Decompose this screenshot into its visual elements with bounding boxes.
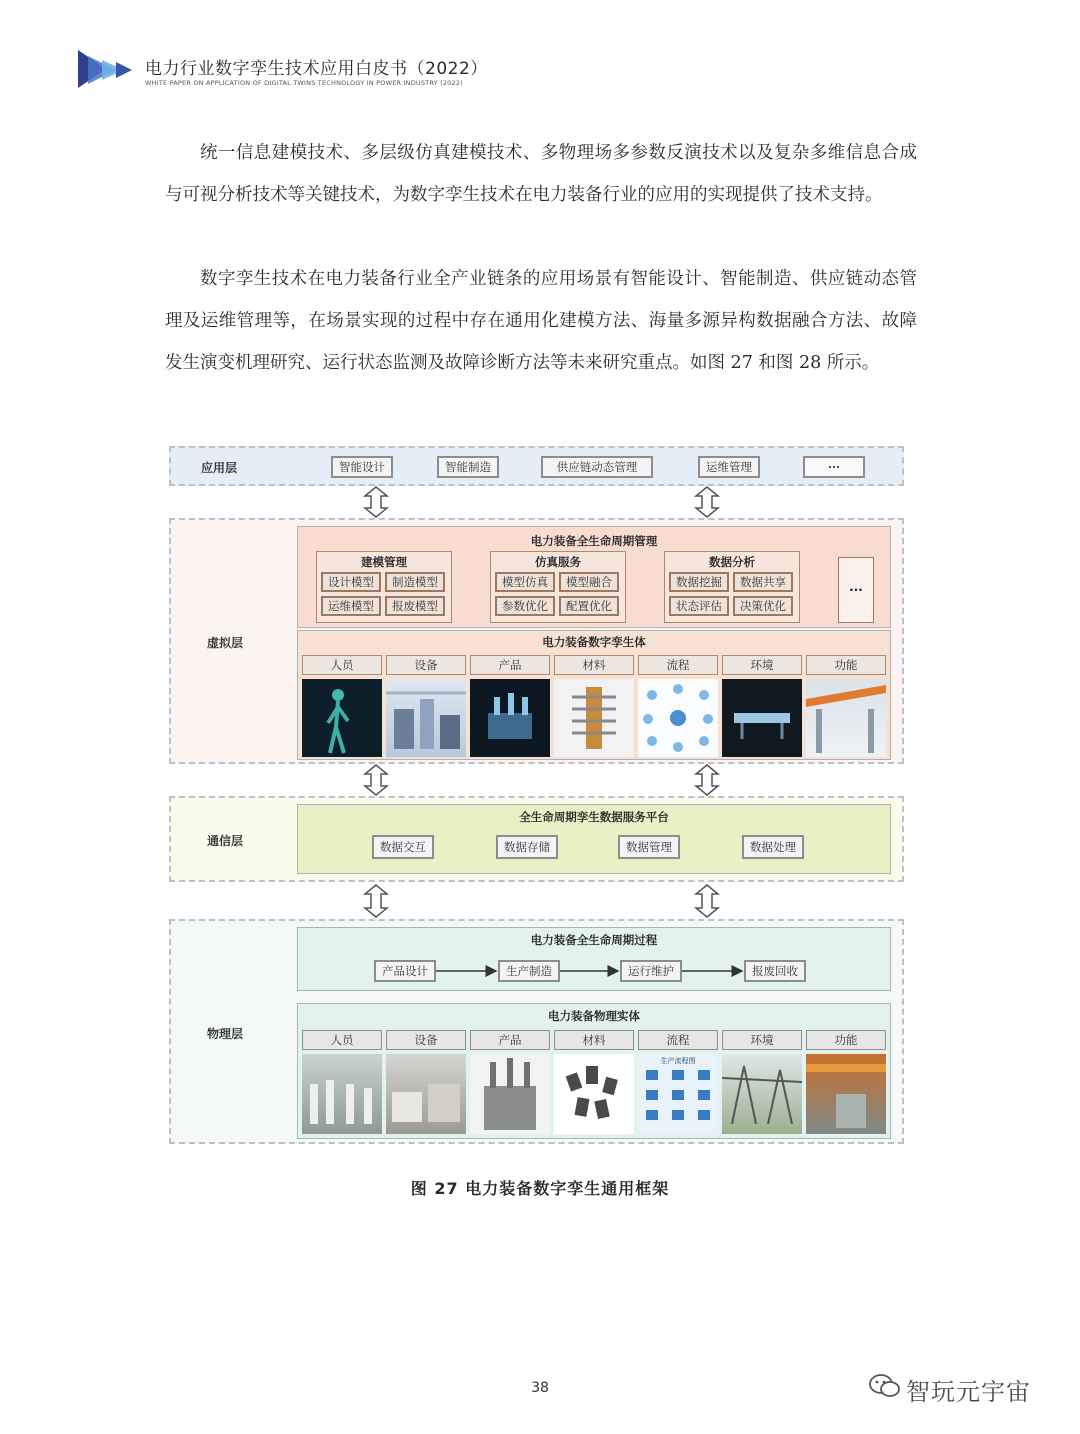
twin-photo-product [470,679,550,757]
physical-entity-panel [297,1003,891,1139]
group-more [838,557,874,623]
phys-cat-process: 流程 [638,1030,718,1050]
phys-photo-process [638,1054,718,1134]
twin-photo-environment [722,679,802,757]
process-step-production: 生产制造 [498,960,560,982]
phys-photo-product [470,1054,550,1134]
page-number: 38 [531,1380,549,1396]
app-item-smart-manufacturing: 智能制造 [437,456,499,478]
whitepaper-subtitle: WHITE PAPER ON APPLICATION OF DIGITAL TWINS TECHNOLOGY IN POWER INDUSTRY (2022) [145,79,463,87]
group-data-analysis [664,551,800,623]
group-more-label: ··· [849,583,863,597]
twin-photo-personnel [302,679,382,757]
physical-entity-title: 电力装备物理实体 [548,1009,640,1023]
item-state-assessment: 状态评估 [669,596,729,616]
twin-cat-environment: 环境 [722,655,802,675]
lifecycle-process-panel [297,927,891,991]
whitepaper-title: 电力行业数字孪生技术应用白皮书（2022） [145,59,488,79]
double-arrow-icon [363,884,389,918]
paragraph-2: 数字孪生技术在电力装备行业全产业链条的应用场景有智能设计、智能制造、供应链动态管理及运维管理等，在场景实现的过程中存在通用化建模方法、海量多源异构数据融合方法、故障发生演变机理研究、运行状态监测及故障诊断方法等未来研究重点。如图 27 和图 28 所示。 [165,269,917,373]
app-item-supply-chain: 供应链动态管理 [541,456,653,478]
twin-cat-equipment: 设备 [386,655,466,675]
item-operation-model: 运维模型 [321,596,381,616]
phys-cat-material: 材料 [554,1030,634,1050]
communication-layer [169,796,904,882]
twin-photo-equipment [386,679,466,757]
application-layer [169,446,904,486]
virtual-layer-label: 虚拟层 [207,636,244,650]
twin-cat-function: 功能 [806,655,886,675]
lifecycle-management-title: 电力装备全生命周期管理 [530,534,658,548]
phys-photo-equipment [386,1054,466,1134]
item-data-sharing: 数据共享 [733,572,793,592]
phys-photo-function [806,1054,886,1134]
physical-layer-label: 物理层 [207,1027,244,1041]
lifecycle-management-panel [297,526,891,628]
item-parameter-optimization: 参数优化 [495,596,555,616]
phys-photo-process-label: 生产流程图 [660,1057,696,1065]
twin-cat-material: 材料 [554,655,634,675]
lifecycle-process-title: 电力装备全生命周期过程 [530,933,658,947]
twin-cat-personnel: 人员 [302,655,382,675]
twin-cat-process: 流程 [638,655,718,675]
group-simulation-title: 仿真服务 [535,555,581,569]
process-flow-arrows [298,928,892,992]
double-arrow-icon [694,884,720,918]
double-arrow-icon [363,486,389,518]
communication-layer-label: 通信层 [207,834,244,848]
phys-cat-personnel: 人员 [302,1030,382,1050]
phys-cat-product: 产品 [470,1030,550,1050]
item-design-model: 设计模型 [321,572,381,592]
phys-photo-personnel [302,1054,382,1134]
comm-item-data-management: 数据管理 [618,835,680,859]
figure-caption: 图 27 电力装备数字孪生通用框架 [410,1179,670,1198]
double-arrow-icon [694,486,720,518]
process-step-design: 产品设计 [374,960,436,982]
paragraph-1: 统一信息建模技术、多层级仿真建模技术、多物理场多参数反演技术以及复杂多维信息合成与可视分析技术等关键技术，为数字孪生技术在电力装备行业的应用的实现提供了技术支持。 [165,143,917,205]
twin-photo-material [554,679,634,757]
phys-cat-function: 功能 [806,1030,886,1050]
item-model-simulation: 模型仿真 [495,572,555,592]
wechat-icon [868,1372,902,1400]
item-scrap-model: 报废模型 [385,596,445,616]
application-layer-label: 应用层 [201,461,238,475]
group-data-analysis-title: 数据分析 [709,555,755,569]
digital-twin-panel [297,630,891,760]
physical-layer [169,919,904,1144]
group-modeling [316,551,452,623]
process-step-recycling: 报废回收 [744,960,806,982]
publisher-logo [76,44,134,94]
item-data-mining: 数据挖掘 [669,572,729,592]
phys-cat-equipment: 设备 [386,1030,466,1050]
phys-photo-environment [722,1054,802,1134]
comm-item-data-storage: 数据存储 [496,835,558,859]
process-step-operation: 运行维护 [620,960,682,982]
comm-item-data-exchange: 数据交互 [372,835,434,859]
data-service-platform [297,804,891,874]
item-decision-optimization: 决策优化 [733,596,793,616]
twin-photo-process [638,679,718,757]
group-modeling-title: 建模管理 [361,555,407,569]
app-item-operation-maintenance: 运维管理 [698,456,760,478]
comm-item-data-processing: 数据处理 [742,835,804,859]
data-service-platform-title: 全生命周期孪生数据服务平台 [519,810,669,824]
app-item-more: ··· [803,456,865,478]
virtual-layer [169,518,904,764]
group-simulation [490,551,626,623]
item-model-fusion: 模型融合 [559,572,619,592]
digital-twin-title: 电力装备数字孪生体 [542,635,646,649]
twin-photo-function [806,679,886,757]
app-item-smart-design: 智能设计 [331,456,393,478]
phys-cat-environment: 环境 [722,1030,802,1050]
item-configuration-optimization: 配置优化 [559,596,619,616]
item-manufacturing-model: 制造模型 [385,572,445,592]
watermark-account-name: 智玩元宇宙 [906,1378,1031,1406]
phys-photo-material [554,1054,634,1134]
double-arrow-icon [694,764,720,796]
twin-cat-product: 产品 [470,655,550,675]
double-arrow-icon [363,764,389,796]
